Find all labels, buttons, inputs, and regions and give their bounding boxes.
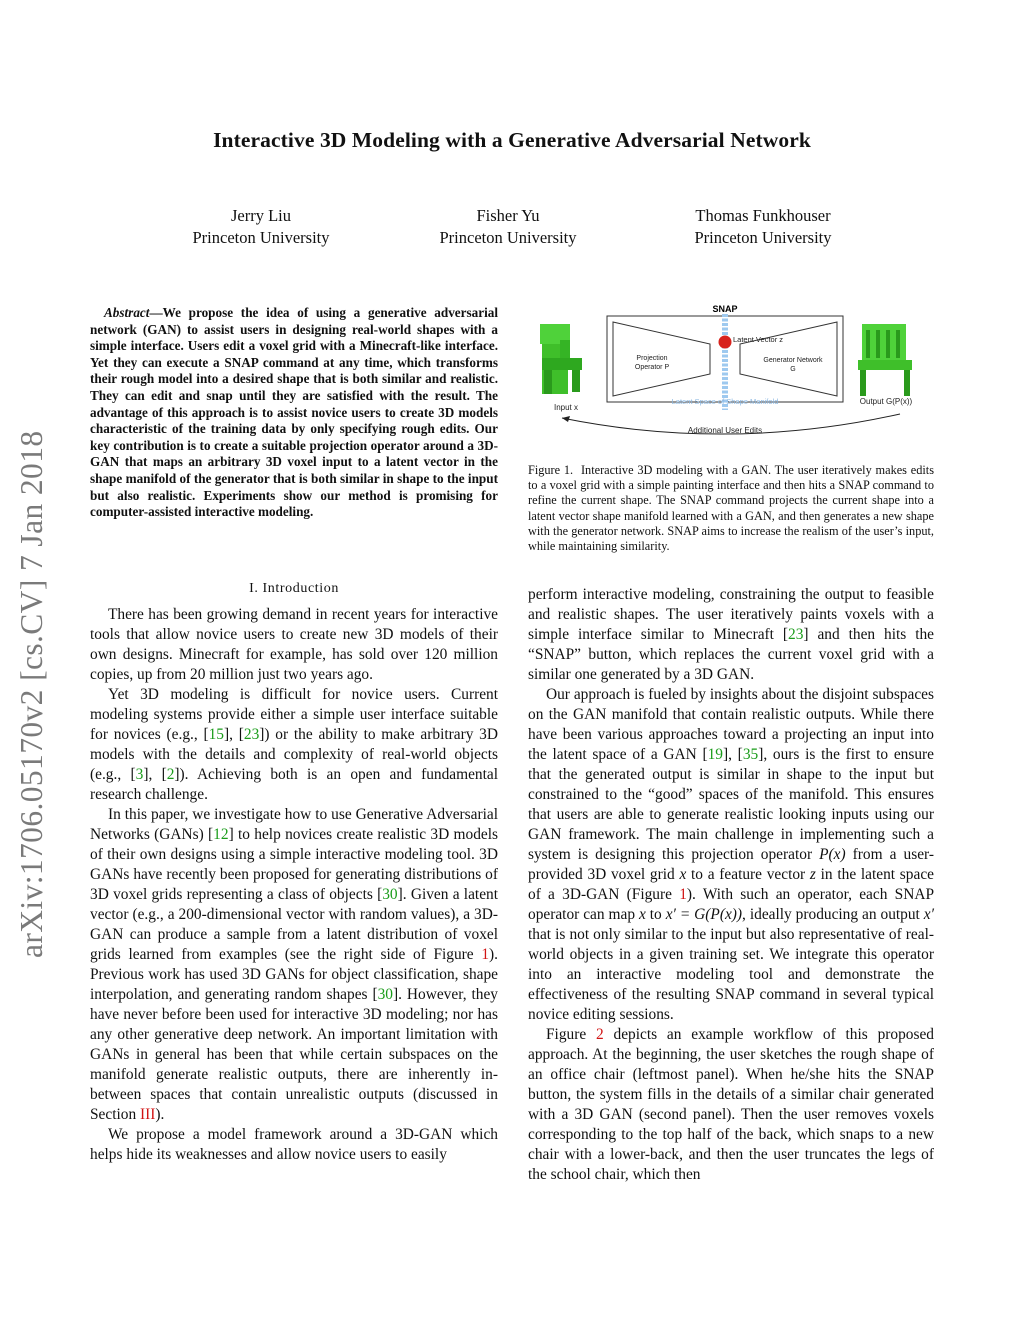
output-label: Output G(P(x))	[859, 397, 913, 406]
right-column	[528, 585, 934, 1185]
paragraph-text: ).	[155, 1106, 165, 1123]
generator-label: Generator Network	[763, 357, 823, 364]
author-block	[141, 205, 381, 249]
paragraph-text: to a feature vector	[686, 866, 810, 883]
section-ref-link[interactable]: III	[140, 1106, 156, 1123]
paragraph	[90, 685, 498, 805]
paragraph	[90, 605, 498, 685]
author-block	[643, 205, 883, 249]
figure-ref-link[interactable]: 1	[679, 886, 687, 903]
latent-space-label: Latent Space of Shape Manifold	[671, 397, 779, 406]
abstract	[90, 305, 498, 521]
math-expression: x′ = G(P(x))	[665, 906, 743, 923]
paragraph-text: ). Previous work has used 3D GANs for object classification, shape interpolation, and generating random shapes [	[90, 946, 498, 1003]
figure-caption-label: Figure 1.	[528, 463, 574, 477]
edits-label: Additional User Edits	[687, 426, 763, 435]
abstract-dash: —	[149, 305, 163, 320]
paragraph-text: , ideally producing an output	[742, 906, 924, 923]
paragraph-text: ], [	[722, 746, 743, 763]
input-chair-image	[540, 324, 582, 394]
arxiv-identifier: arXiv:1706.05170v2 [cs.CV] 7 Jan 2018	[14, 430, 49, 958]
citation-link[interactable]: 15	[208, 726, 224, 743]
paragraph-text: from a user-provided 3D voxel grid	[528, 846, 934, 883]
section-heading: I. Introduction	[249, 581, 339, 596]
projection-label: Projection	[636, 355, 668, 362]
paragraph	[90, 1125, 498, 1165]
paragraph-text: that is not only similar to the input but also representative of real-world objects in a given training set. We integrate this operator into an interactive modeling tool and demonstrate the effectiveness of the resulting SNAP command in several typical novice editing sessions.	[528, 926, 934, 1023]
paragraph-text: ], [	[143, 766, 167, 783]
paragraph	[528, 685, 934, 1025]
arxiv-stamp	[10, 0, 54, 1325]
citation-link[interactable]: 30	[377, 986, 393, 1003]
figure-caption	[528, 463, 934, 554]
paragraph-text: ] to help novices create realistic 3D models of their own designs using a simple interactive modeling tool. 3D GANs have recently been proposed for generating distributions of 3D voxel grids representing a class of objects [	[90, 826, 499, 903]
author-block	[388, 205, 628, 249]
paragraph	[528, 585, 934, 685]
math-expression: x	[638, 906, 646, 923]
paragraph	[90, 805, 498, 1125]
citation-link[interactable]: 23	[788, 626, 804, 643]
paragraph-text: ]) or the ability to make arbitrary 3D models with the details and complexity of real-world objects (e.g., [	[90, 726, 498, 783]
output-chair-image	[858, 324, 912, 396]
left-column	[90, 605, 498, 1165]
citation-link[interactable]: 2	[166, 766, 175, 783]
math-expression: x	[679, 866, 687, 883]
citation-link[interactable]: 30	[382, 886, 398, 903]
author-affiliation: Princeton University	[439, 228, 577, 247]
math-expression: P(x)	[819, 846, 846, 863]
citation-link[interactable]: 23	[243, 726, 260, 743]
author-name: Fisher Yu	[476, 206, 540, 225]
paragraph-text: ], [	[224, 726, 244, 743]
projection-label: Operator P	[634, 364, 670, 371]
paragraph-text: depicts an example workflow of this proposed approach. At the beginning, the user sketches the rough shape of an office chair (leftmost panel). When he/she hits the SNAP button, the system fills in the details of a similar chair generated with a 3D GAN (second panel). Then the user removes voxels corresponding to the top half of the back, which snaps to a new chair with a lower-back, and then the user truncates the legs of the school chair, which then	[528, 1026, 934, 1183]
abstract-text: We propose the idea of using a generative adversarial network (GAN) to assist users in designing real-world shapes with a simple interface. Users edit a voxel grid with a Minecraft-like interface. Yet they can execute a SNAP command at any time, which transforms their rough model into a desired shape that is both similar and realistic. They can edit and snap until they are satisfied with the result. The advantage of this approach is to assist novice users to create 3D models characteristic of the training data by only specifying rough edits. Our key contribution is to create a suitable projection operator around a 3D-GAN that maps an arbitrary 3D voxel input to a latent vector in the shape manifold of the generator that is both similar in shape to the input but also realistic. Experiments show our method is promising for computer-assisted interactive modeling.	[90, 305, 498, 520]
paragraph-text: ]. However, they have never before been used for interactive 3D modeling; nor has any other generative deep network. An important limitation with GANs in general has been that while certain subspaces on the manifold generate realistic outputs, there are inherently in-between spaces that contain unrealistic outputs (discussed in Section	[90, 986, 498, 1123]
paragraph-text: In this paper, we investigate how to use Generative Adversarial Networks (GANs) [	[90, 806, 498, 843]
figure-1	[530, 300, 936, 448]
paragraph-text: Yet 3D modeling is difficult for novice users. Current modeling systems provide either a simple user interface suitable for novices (e.g., [	[90, 686, 498, 743]
paper-title: Interactive 3D Modeling with a Generative Adversarial Network	[213, 128, 811, 152]
paragraph-text: Figure	[546, 1026, 596, 1043]
citation-link[interactable]: 19	[707, 746, 723, 763]
paragraph-text: ]. Given a latent vector (e.g., a 200-dimensional vector with random values), a 3D-GAN can produce a sample from a latent distribution of voxel grids learned from examples (see the right side of Figure	[90, 886, 498, 963]
author-name: Jerry Liu	[230, 206, 292, 225]
citation-link[interactable]: 3	[135, 766, 144, 783]
figure-ref-link[interactable]: 1	[481, 946, 490, 963]
paragraph-text: perform interactive modeling, constraining the output to feasible and realistic shapes. The user iteratively paints voxels with a simple interface similar to Minecraft [	[528, 586, 934, 643]
figure-ref-link[interactable]: 2	[596, 1026, 604, 1043]
abstract-label: Abstract	[104, 305, 150, 320]
paragraph-text: ). With such an operator, each SNAP operator can map	[528, 886, 935, 923]
paragraph-text: ], ours is the first to ensure that the generated output is similar in shape to the input but constrained to the “good” spaces of the manifold. This ensures that users are able to generate realistic looking inputs using our GAN framework. The main challenge in implementing such a system is designing this projection operator	[528, 746, 934, 863]
paragraph-text: ]). Achieving both is an open and fundamental research challenge.	[90, 766, 498, 803]
snap-label: SNAP	[712, 304, 738, 314]
paragraph-text: There has been growing demand in recent years for interactive tools that allow novice users to create new 3D models of their own designs. Minecraft for example, has sold over 120 million copies, up from 20 million just two years ago.	[90, 606, 498, 683]
math-expression: z	[809, 866, 816, 883]
citation-link[interactable]: 35	[742, 746, 759, 763]
math-expression: x′	[923, 906, 934, 923]
figure-1-diagram	[530, 300, 936, 448]
paragraph-text: in the latent space of a 3D-GAN (Figure	[528, 866, 934, 903]
generator-label: G	[790, 366, 796, 373]
paragraph-text: Our approach is fueled by insights about the disjoint subspaces on the GAN manifold that contain realistic outputs. While there have been various approaches toward a projecting an input into the latent space of a GAN [	[528, 686, 934, 763]
figure-caption-text: Interactive 3D modeling with a GAN. The user iteratively makes edits to a voxel grid with a simple painting interface and then hits a SNAP command to refine the current shape. The SNAP command projects the current shape into a latent vector shape manifold learned with a GAN, and then generates a new shape with the generator network. SNAP aims to increase the realism of the user’s input, while maintaining similarity.	[528, 463, 934, 554]
paragraph	[528, 1025, 934, 1185]
author-name: Thomas Funkhouser	[695, 206, 831, 225]
author-affiliation: Princeton University	[694, 228, 832, 247]
paragraph-text: We propose a model framework around a 3D-GAN which helps hide its weaknesses and allow novice users to easily	[90, 1126, 498, 1163]
paragraph-text: ] and then hits the “SNAP” button, which replaces the current voxel grid with a similar one generated by a 3D GAN.	[528, 626, 934, 683]
author-affiliation: Princeton University	[192, 228, 330, 247]
latent-vector-label: Latent Vector z	[733, 335, 784, 344]
paragraph-text: to	[645, 906, 666, 923]
citation-link[interactable]: 12	[213, 826, 229, 843]
input-label: Input x	[553, 403, 579, 412]
